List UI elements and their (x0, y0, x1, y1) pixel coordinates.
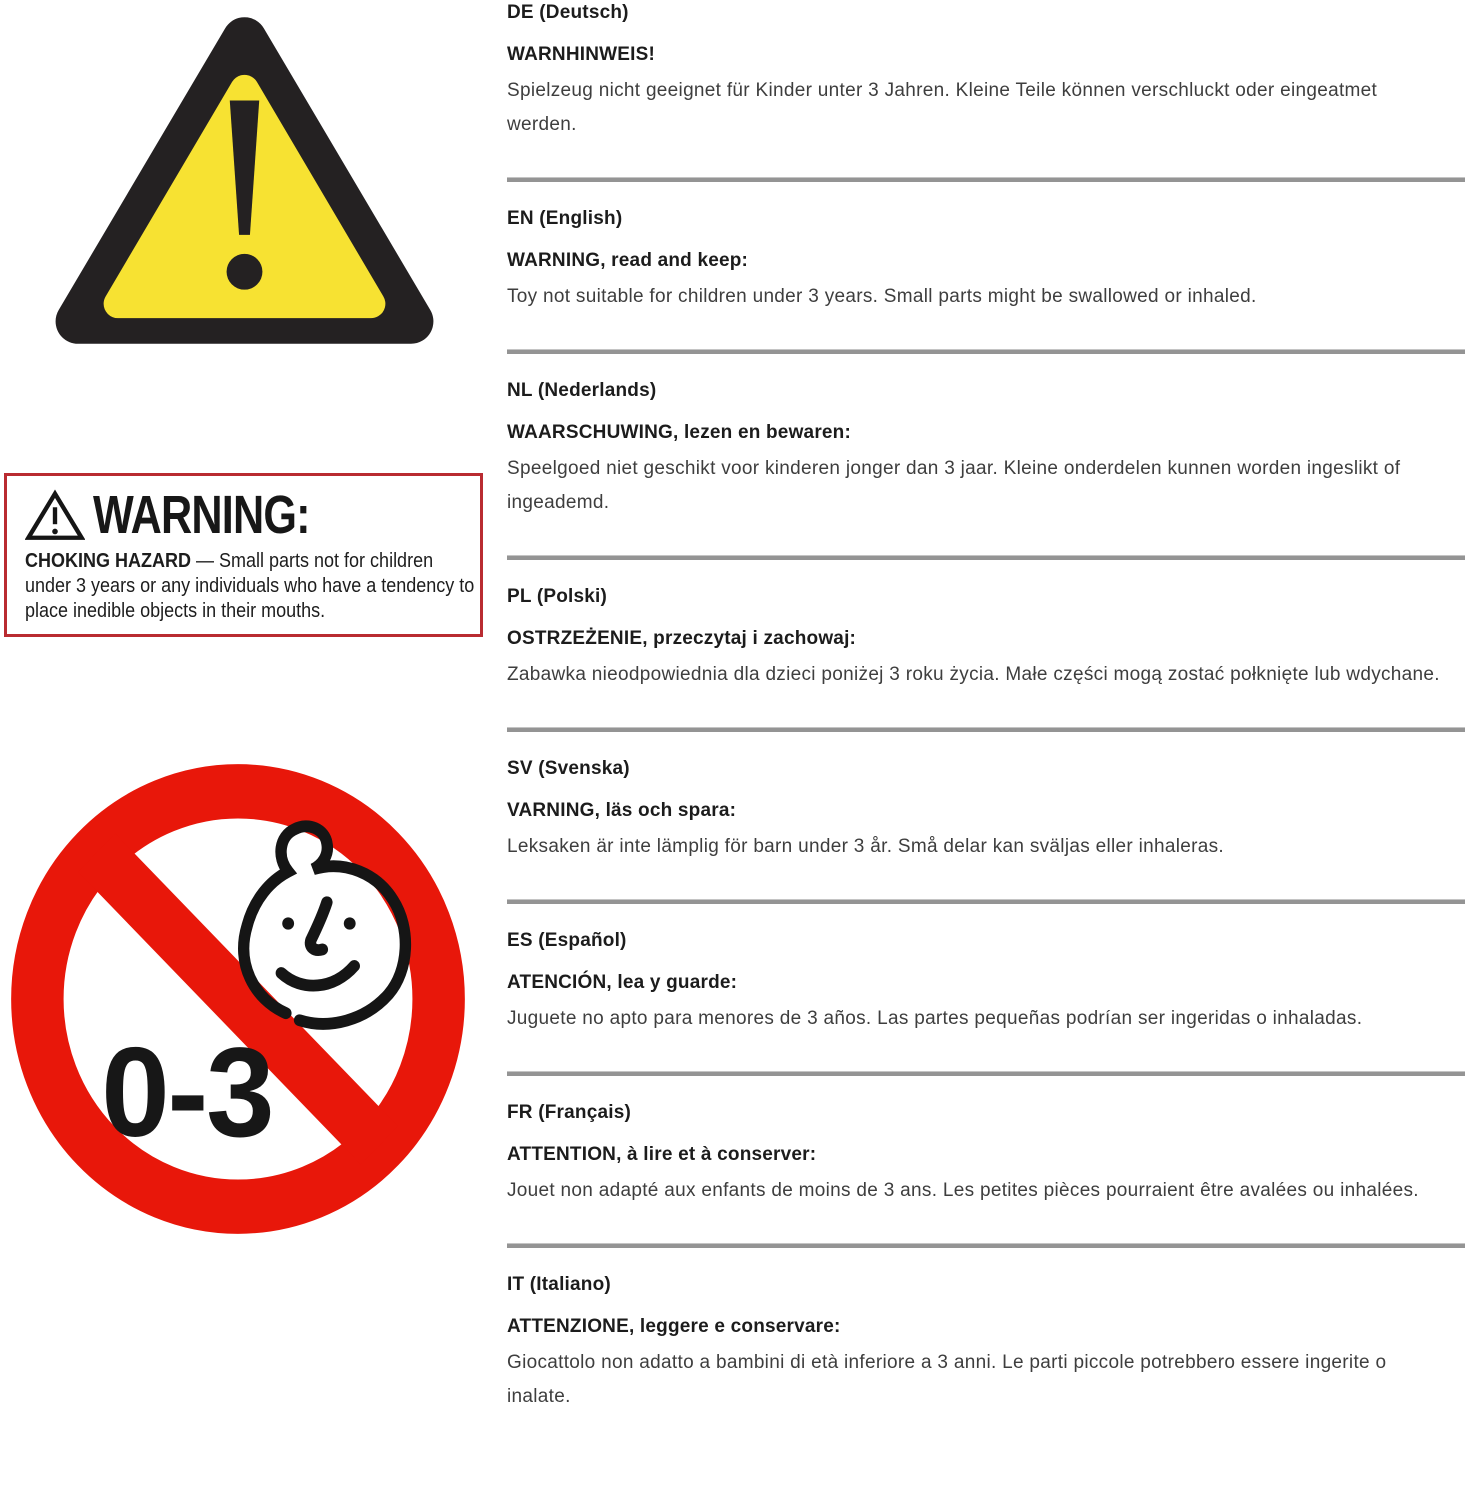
warning-heading: WARNHINWEIS! (507, 44, 656, 65)
hazard-triangle-icon (52, 14, 437, 347)
warning-heading: ATTENTION, à lire et à conserver: (507, 1144, 817, 1165)
choking-hazard-box (4, 473, 483, 637)
warning-section-de (507, 0, 1465, 177)
warning-body: Giocattolo non adatto a bambini di età inferiore a 3 anni. Le parti piccole potrebbero essere ingerite o inalate. (507, 1352, 1387, 1407)
language-label: FR (Français) (507, 1102, 632, 1123)
warning-section-en (507, 182, 1465, 349)
pictogram-column (0, 0, 507, 1500)
warning-body: Toy not suitable for children under 3 years. Small parts might be swallowed or inhaled. (507, 286, 1257, 307)
warning-section-nl (507, 354, 1465, 555)
warning-heading: WAARSCHUWING, lezen en bewaren: (507, 422, 852, 443)
language-label: EN (English) (507, 208, 623, 229)
warning-body: Speelgoed niet geschikt voor kinderen jonger dan 3 jaar. Kleine onderdelen kunnen worden ingeslikt of ingeademd. (507, 458, 1401, 513)
language-label: ES (Español) (507, 930, 627, 951)
age-range-label: 0-3 (101, 1020, 273, 1164)
warning-heading: WARNING, read and keep: (507, 250, 749, 271)
choking-warning-title: WARNING: (93, 485, 310, 545)
language-label: SV (Svenska) (507, 758, 630, 779)
choking-hazard-rest: — Small parts not for children under 3 years or any individuals who have a tendency to place inedible objects in their mouths. (25, 550, 475, 622)
warning-section-sv (507, 732, 1465, 899)
warning-body: Juguete no apto para menores de 3 años. Las partes pequeñas podrían ser ingeridas o inhaladas. (507, 1008, 1363, 1029)
age-restriction-icon (10, 763, 466, 1235)
choking-hazard-title-row (25, 484, 472, 546)
language-label: IT (Italiano) (507, 1274, 611, 1295)
warning-heading: ATTENZIONE, leggere e conservare: (507, 1316, 841, 1337)
exclamation-dot (227, 254, 263, 290)
warning-section-fr (507, 1076, 1465, 1243)
warning-body: Leksaken är inte lämplig för barn under 3 år. Små delar kan sväljas eller inhaleras. (507, 836, 1224, 857)
warning-heading: ATENCIÓN, lea y guarde: (507, 972, 738, 993)
language-label: PL (Polski) (507, 586, 608, 607)
choking-hazard-text (25, 549, 477, 624)
warning-section-pl (507, 560, 1465, 727)
language-label: NL (Nederlands) (507, 380, 657, 401)
warning-heading: OSTRZEŻENIE, przeczytaj i zachowaj: (507, 628, 857, 649)
language-label: DE (Deutsch) (507, 2, 629, 23)
language-warnings-column (507, 0, 1467, 1500)
warning-section-it (507, 1248, 1465, 1449)
choking-warning-triangle-icon (25, 489, 85, 542)
warning-heading: VARNING, läs och spara: (507, 800, 737, 821)
choking-hazard-lead: CHOKING HAZARD (25, 550, 191, 572)
warning-section-es (507, 904, 1465, 1071)
warning-body: Zabawka nieodpowiednia dla dzieci poniżej 3 roku życia. Małe części mogą zostać połknięte lub wdychane. (507, 664, 1440, 685)
warning-body: Spielzeug nicht geeignet für Kinder unter 3 Jahren. Kleine Teile können verschluckt oder eingeatmet werden. (507, 80, 1378, 135)
warning-body: Jouet non adapté aux enfants de moins de 3 ans. Les petites pièces pourraient être avalées ou inhalées. (507, 1180, 1419, 1201)
